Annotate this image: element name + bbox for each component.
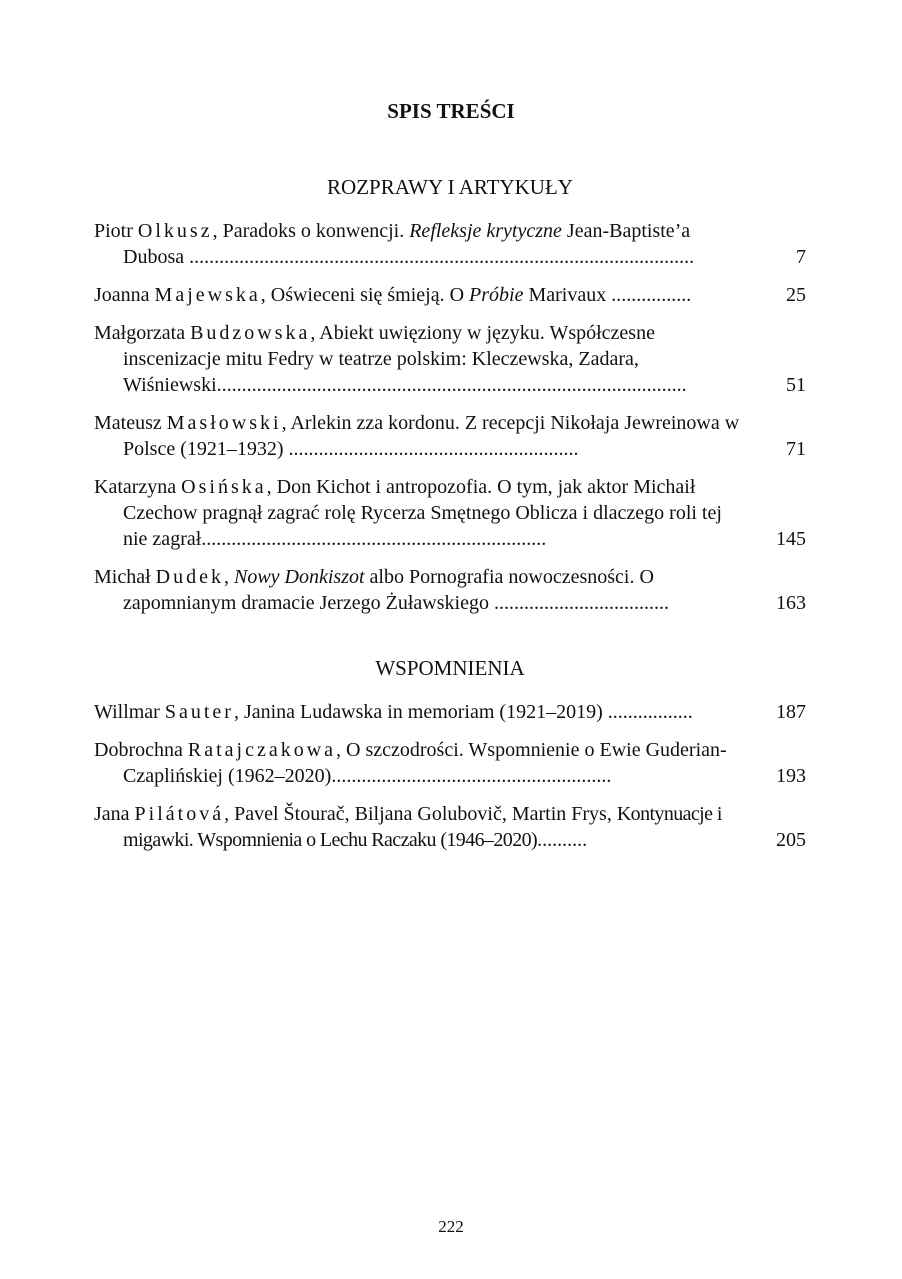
section-heading: ROZPRAWY I ARTYKUŁY bbox=[327, 175, 573, 199]
entry-page-number: 145 bbox=[776, 528, 806, 550]
entry-text bbox=[94, 737, 748, 789]
author-last-name: Ratajczakowa bbox=[187, 739, 337, 761]
leader-dots: ................ bbox=[606, 284, 692, 306]
entry-page-number: 25 bbox=[786, 284, 806, 306]
entry-title: , O szczodrości. Wspomnienie o Ewie Guderian-Czaplińskiej (1962–2020) bbox=[123, 739, 727, 787]
leader-dots: ................. bbox=[602, 701, 693, 723]
toc-entry[interactable] bbox=[94, 218, 806, 270]
leader-dots: ..................................................................... bbox=[201, 528, 547, 550]
toc-entry[interactable] bbox=[94, 282, 806, 308]
entry-title: , Paradoks o konwencji. bbox=[212, 220, 410, 242]
author-last-name: Olkusz bbox=[137, 220, 213, 242]
entry-text bbox=[94, 564, 748, 616]
page-title: SPIS TREŚCI bbox=[387, 99, 515, 123]
leader-dots: .......... bbox=[537, 829, 588, 851]
co-authors: Štourač, Biljana Golubovič, Martin Frys, bbox=[283, 803, 612, 825]
entry-title: , Janina Ludawska in memoriam (1921–2019) bbox=[233, 701, 603, 723]
entry-title-rest: Jean-Baptiste’a Dubosa bbox=[123, 220, 691, 268]
author-first-name: Mateusz bbox=[94, 412, 162, 434]
leader-dots: .......................................................... bbox=[283, 438, 579, 460]
author-first-name: Katarzyna bbox=[94, 476, 177, 498]
author-last-name: Sauter bbox=[164, 701, 234, 723]
entry-text bbox=[94, 218, 748, 270]
toc-entry[interactable] bbox=[94, 801, 806, 853]
entry-title: , Oświeceni się śmieją. O bbox=[260, 284, 470, 306]
entry-text bbox=[94, 474, 748, 552]
author-first-name: Michał bbox=[94, 566, 151, 588]
entry-page-number: 205 bbox=[776, 829, 806, 851]
entry-title: Kontynuacje i migawki. Wspomnienia o Lechu Raczaku (1946–2020) bbox=[123, 803, 722, 851]
entry-page-number: 193 bbox=[776, 765, 806, 787]
section-rozprawy bbox=[94, 174, 806, 628]
author-last-name: Dudek bbox=[155, 566, 224, 588]
entry-page-number: 71 bbox=[786, 438, 806, 460]
entry-text bbox=[94, 320, 748, 398]
entry-title: , Abiekt uwięziony w języku. Współczesne inscenizacje mitu Fedry w teatrze polskim: Kleczewska, Zadara, Wiśniewski bbox=[123, 322, 655, 396]
author-last-name: Masłowski bbox=[166, 412, 282, 434]
entry-text bbox=[94, 699, 748, 725]
author-first-name: Willmar bbox=[94, 701, 160, 723]
toc-entry[interactable] bbox=[94, 410, 806, 462]
toc-entry[interactable] bbox=[94, 320, 806, 398]
author-last-name: Osińska bbox=[181, 476, 267, 498]
entry-text bbox=[94, 282, 748, 308]
author-first-name: Piotr bbox=[94, 220, 133, 242]
author-last-name: Majewska bbox=[154, 284, 261, 306]
entry-title: , Arlekin zza kordonu. Z recepcji Nikołaja Jewreinowa w Polsce (1921–1932) bbox=[123, 412, 740, 460]
leader-dots: ..................................................................................................... bbox=[184, 246, 695, 268]
entry-title: , Don Kichot i antropozofia. O tym, jak aktor Michaił Czechow pragnął zagrać rolę Rycerza Smętnego Oblicza i dlaczego roli tej nie zagrał bbox=[123, 476, 722, 550]
leader-dots: ........................................................ bbox=[331, 765, 612, 787]
leader-dots: .............................................................................................. bbox=[216, 374, 687, 396]
author-first-name: Joanna bbox=[94, 284, 150, 306]
entry-title-italic: Nowy Donkiszot bbox=[233, 566, 365, 588]
toc-entry[interactable] bbox=[94, 564, 806, 616]
entry-title-italic: Refleksje krytyczne bbox=[409, 220, 562, 242]
leader-dots: ................................... bbox=[488, 592, 669, 614]
toc-entry[interactable] bbox=[94, 474, 806, 552]
toc-entry[interactable] bbox=[94, 699, 806, 725]
entry-title-italic: Próbie bbox=[469, 284, 524, 306]
entry-text bbox=[94, 801, 748, 853]
entry-title-rest: albo Pornografia nowoczesności. O zapomnianym dramacie Jerzego Żuławskiego bbox=[123, 566, 654, 614]
entry-text bbox=[94, 410, 748, 462]
entry-title: , Pavel bbox=[224, 803, 284, 825]
section-heading: WSPOMNIENIA bbox=[375, 656, 525, 680]
entry-page-number: 187 bbox=[776, 701, 806, 723]
author-first-name: Małgorzata bbox=[94, 322, 186, 344]
entry-title: , bbox=[223, 566, 234, 588]
toc-entry[interactable] bbox=[94, 737, 806, 789]
section-wspomnienia bbox=[94, 655, 806, 865]
author-first-name: Dobrochna bbox=[94, 739, 183, 761]
page-number: 222 bbox=[438, 1217, 464, 1236]
entry-page-number: 163 bbox=[776, 592, 806, 614]
author-last-name: Pilátová bbox=[134, 803, 225, 825]
entry-title-rest: Marivaux bbox=[523, 284, 607, 306]
entry-page-number: 51 bbox=[786, 374, 806, 396]
author-first-name: Jana bbox=[94, 803, 130, 825]
author-last-name: Budzowska bbox=[190, 322, 311, 344]
entry-page-number: 7 bbox=[796, 246, 806, 268]
